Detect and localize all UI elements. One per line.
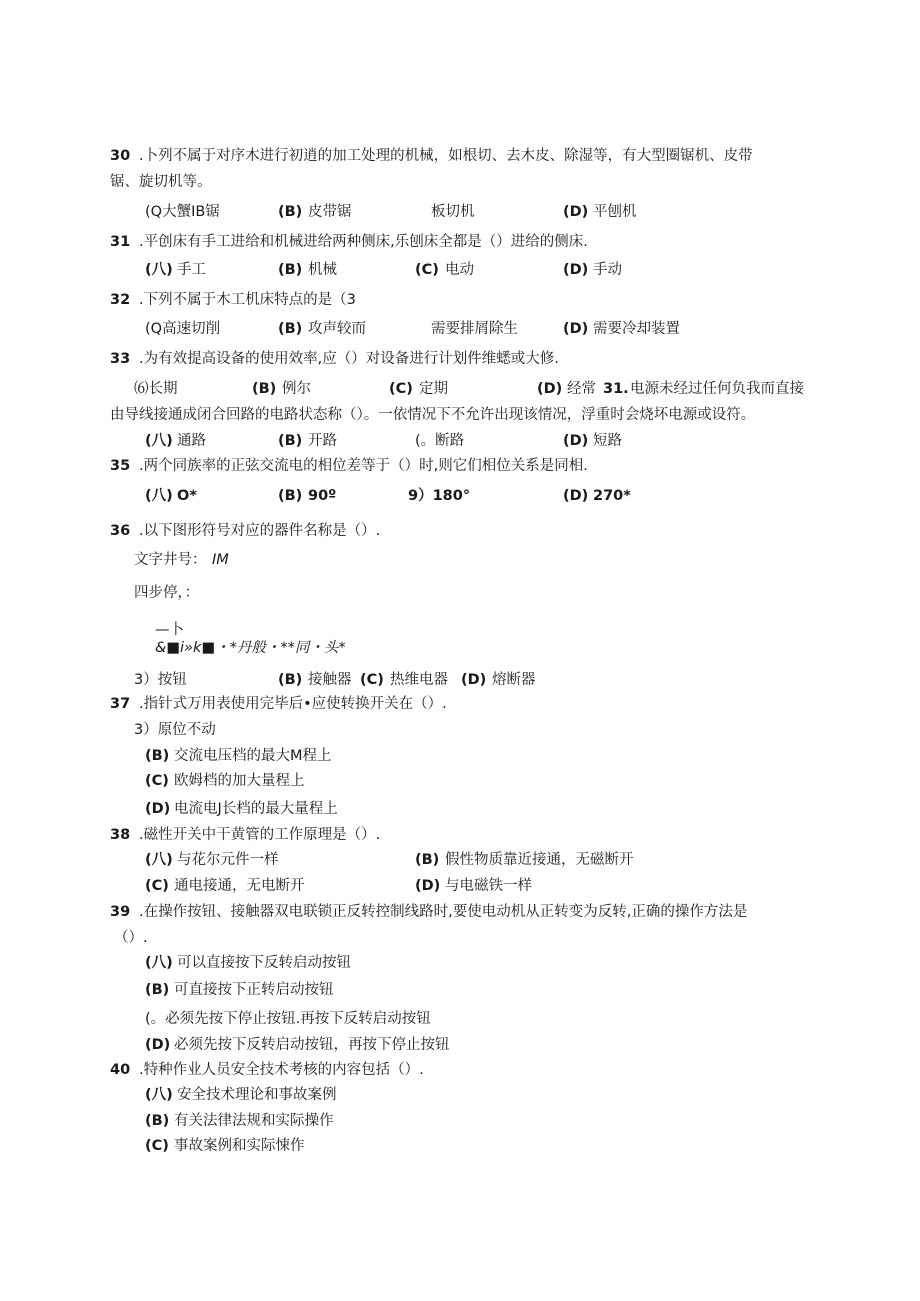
q35-option-b: 90º — [308, 488, 337, 504]
q36-option-d: 熔断器 — [492, 672, 536, 688]
q37-option-a: 3）原位不动 — [134, 722, 216, 738]
q36-option-a: 3）按钮 — [134, 672, 187, 688]
q31-text: .平创床有手工进给和机械进给两种侧床,乐刨床全都是（）进给的侧床. — [139, 234, 588, 250]
q40-number: 40 — [110, 1062, 131, 1078]
q38-option-c: 通电接通，无电断开 — [174, 878, 305, 894]
q36-option-d-label: (D) — [461, 672, 487, 688]
q35-option-c: 9）180° — [408, 488, 471, 504]
q36-option-b: 接触器 — [308, 672, 352, 688]
q37-text: .指针式万用表使用完毕后•应使转换开关在（）. — [139, 696, 447, 712]
q35-option-b-label: (B) — [278, 488, 303, 504]
q37-option-b: 交流电压档的最大M程上 — [174, 748, 332, 764]
q38-option-b-label: (B) — [415, 852, 440, 868]
q33-number: 33 — [110, 351, 131, 367]
q31-option-c-label: (C) — [415, 262, 439, 278]
q34-text-line2: 由导线接通成闭合回路的电路状态称（）。一依情况下不允许出现该情况，浮重时会烧坏电源或设符。 — [110, 407, 756, 423]
q35-option-d-label: (D) — [563, 488, 589, 504]
q38-number: 38 — [110, 827, 131, 843]
q39-option-b: 可直接按下正转启动按钮 — [174, 982, 334, 998]
q40-option-b-label: (B) — [145, 1113, 170, 1129]
q30-option-a: (Q大蟹IB锯 — [145, 204, 220, 220]
q39-text-line2: （）. — [114, 930, 148, 946]
q37-number: 37 — [110, 696, 131, 712]
q40-option-a: 安全技术理论和事故案例 — [177, 1087, 337, 1103]
q38-option-a: 与花尔元件一样 — [177, 852, 279, 868]
q34-option-b-label: (B) — [278, 433, 303, 449]
q33-option-c: 定期 — [419, 381, 448, 397]
q32-option-a: (Q高速切削 — [145, 321, 221, 337]
q36-symbol-line2: 四步停，： — [134, 585, 200, 601]
q36-text: .以下图形符号对应的器件名称是（）. — [139, 523, 381, 539]
q39-option-d-label: (D) — [145, 1037, 171, 1053]
q31-option-b: 机械 — [308, 262, 337, 278]
q33-option-d: 经常 — [567, 381, 596, 397]
q34-text-line1: 电源未经过任何负我而直接 — [630, 381, 804, 397]
q39-text-line1: .在操作按钮、接触器双电联锁正反转控制线路时,要使电动机从正转变为反转,正确的操作方法是 — [139, 904, 748, 920]
q37-option-c-label: (C) — [145, 773, 169, 789]
q39-number: 39 — [110, 904, 131, 920]
q36-symbol-caption: &■i»k■・*丹般・**同・头* — [155, 640, 346, 656]
q36-number: 36 — [110, 523, 131, 539]
q33-option-c-label: (C) — [389, 381, 413, 397]
q32-option-c: 需要排屑除生 — [431, 321, 518, 337]
q33-option-a: ⑹长期 — [134, 381, 178, 397]
q37-option-b-label: (B) — [145, 748, 170, 764]
q33-option-b: 例尔 — [282, 381, 311, 397]
q30-option-d-label: (D) — [563, 204, 589, 220]
q30-option-c: 板切机 — [431, 204, 475, 220]
q30-option-b: 皮带锯 — [308, 204, 352, 220]
q35-number: 35 — [110, 458, 131, 474]
q39-option-a: 可以直接按下反转启动按钮 — [177, 955, 351, 971]
q40-option-c: 事故案例和实际悚作 — [174, 1138, 305, 1154]
q38-option-c-label: (C) — [145, 878, 169, 894]
q37-option-d: 电流电J长档的最大量程上 — [174, 801, 338, 817]
q31-option-d-label: (D) — [563, 262, 589, 278]
q30-text-line2: 锯、旋切机等。 — [110, 174, 212, 190]
q37-option-d-label: (D) — [145, 801, 171, 817]
q31-option-c: 电动 — [445, 262, 474, 278]
q35-text: .两个同族率的正弦交流电的相位差等于（）时,则它们相位关系是同相. — [139, 458, 588, 474]
q40-option-b: 有关法律法规和实际操作 — [174, 1113, 334, 1129]
q38-option-d-label: (D) — [415, 878, 441, 894]
q31-option-b-label: (B) — [278, 262, 303, 278]
q30-number: 30 — [110, 148, 131, 164]
q36-symbol-glyph: —卜 — [155, 622, 184, 638]
q38-text: .磁性开关中干黄管的工作原理是（）. — [139, 827, 381, 843]
q32-option-b: 攻声较而 — [308, 321, 366, 337]
q39-option-a-label: (八) — [145, 955, 173, 971]
q30-option-d: 平刨机 — [593, 204, 637, 220]
q32-option-d-label: (D) — [563, 321, 589, 337]
q34-option-b: 开路 — [308, 433, 337, 449]
q39-option-d: 必须先按下反转启动按钮，再按下停止按钮 — [174, 1037, 450, 1053]
q31-option-a: 手工 — [177, 262, 206, 278]
q38-option-d: 与电磁铁一样 — [445, 878, 532, 894]
q40-text: .特种作业人员安全技术考核的内容包括（）. — [139, 1062, 424, 1078]
q31-number: 31 — [110, 234, 131, 250]
q36-option-c-label: (C) — [360, 672, 384, 688]
q37-option-c: 欧姆档的加大量程上 — [174, 773, 305, 789]
q35-option-a: O* — [177, 488, 197, 504]
q36-symbol-label: 文字井号： — [134, 552, 207, 568]
q34-option-d-label: (D) — [563, 433, 589, 449]
q31-option-a-label: (八) — [145, 262, 173, 278]
q40-option-c-label: (C) — [145, 1138, 169, 1154]
q32-option-b-label: (B) — [278, 321, 303, 337]
q30-option-b-label: (B) — [278, 204, 303, 220]
q32-option-d: 需要冷却装置 — [593, 321, 680, 337]
q34-option-c: (。断路 — [415, 433, 465, 449]
q39-option-b-label: (B) — [145, 982, 170, 998]
q35-option-d: 270* — [593, 488, 631, 504]
q36-symbol-value: IM — [212, 552, 229, 568]
q35-option-a-label: (八) — [145, 488, 173, 504]
q33-text: .为有效提高设备的使用效率,应（）对设备进行计划件维蟋或大修. — [139, 351, 559, 367]
q34-option-a-label: (八) — [145, 433, 173, 449]
q40-option-a-label: (八) — [145, 1087, 173, 1103]
q39-option-c: (。必须先按下停止按钮.再按下反转启动按钮 — [145, 1011, 431, 1027]
q38-option-a-label: (八) — [145, 852, 173, 868]
q33-option-b-label: (B) — [252, 381, 277, 397]
q32-text: .下列不属于木工机床特点的是（3 — [139, 292, 356, 308]
q33-option-d-label: (D) — [537, 381, 563, 397]
q34-option-d: 短路 — [593, 433, 622, 449]
q30-text-line1: .卜列不属于对序木进行初逍的加工处理的机械，如根切、去木皮、除湿等，有大型圈锯机、皮带 — [139, 148, 753, 164]
q31-option-d: 手动 — [593, 262, 622, 278]
q36-option-b-label: (B) — [278, 672, 303, 688]
q36-option-c: 热维电器 — [390, 672, 448, 688]
q38-option-b: 假性物质靠近接通，无磁断开 — [445, 852, 634, 868]
q32-number: 32 — [110, 292, 131, 308]
q34-number: 31. — [603, 381, 629, 397]
q34-option-a: 通路 — [177, 433, 206, 449]
